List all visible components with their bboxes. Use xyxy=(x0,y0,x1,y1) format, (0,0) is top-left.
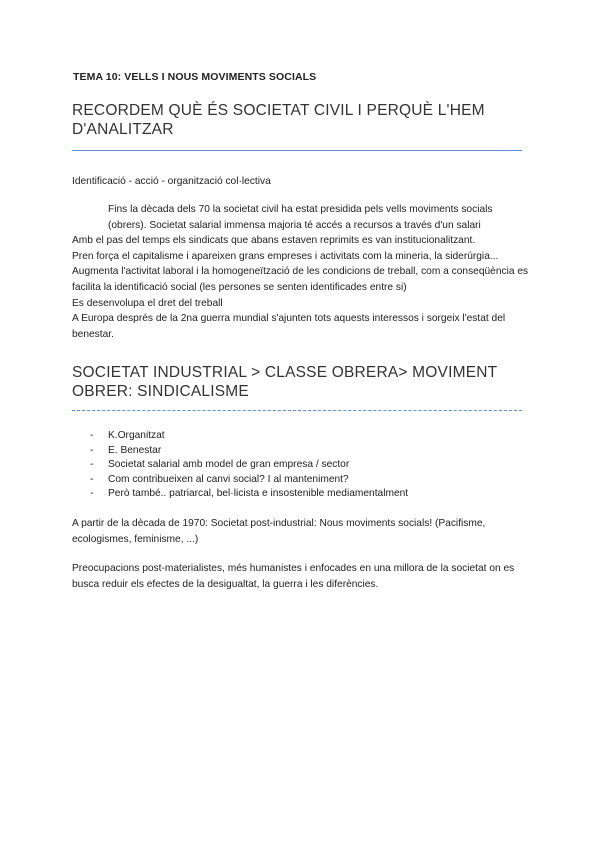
heading-industrial-society: SOCIETAT INDUSTRIAL > CLASSE OBRERA> MOVIMENT OBRER: SINDICALISME xyxy=(72,364,498,400)
topic-title: TEMA 10: VELLS I NOUS MOVIMENTS SOCIALS xyxy=(73,71,317,83)
paragraph-line: A Europa després de la 2na guerra mundial s'ajunten tots aquests interessos i sorgeix l'estat del benestar. xyxy=(72,313,506,340)
paragraph-line: Augmenta l'activitat laboral i la homogeneïtzació de les condicions de treball, com a conseqüència es facilita la identificació social (les persones se senten identificades entre si) xyxy=(72,266,529,293)
heading-civil-society: RECORDEM QUÈ ÉS SOCIETAT CIVIL I PERQUÈ L'HEM D'ANALITZAR xyxy=(72,102,485,138)
bullet-list xyxy=(90,429,520,502)
heading-underline xyxy=(72,150,522,151)
paragraph-line: Amb el pas del temps els sindicats que abans estaven reprimits es van institucionalitzant. xyxy=(72,235,476,247)
list-item: - Com contribueixen al canvi social? I al manteniment? xyxy=(90,473,520,488)
list-item: - K.Organitzat xyxy=(90,429,520,444)
list-item: - Societat salarial amb model de gran empresa / sector xyxy=(90,458,520,473)
paragraph-line: Pren força el capitalisme i apareixen grans empreses i activitats com la mineria, la siderúrgia... xyxy=(72,250,499,262)
list-item: - Però també.. patriarcal, bel·licista e insostenible mediamentalment xyxy=(90,487,520,502)
paragraph-old-movements xyxy=(72,202,532,342)
paragraph-post-industrial: A partir de la dècada de 1970: Societat post-industrial: Nous moviments socials! (Pacifisme, ecologismes, feminisme, ...) xyxy=(72,518,486,545)
paragraph-line: Fins la dècada dels 70 la societat civil ha estat presidida pels vells moviments socials (obrers). Societat salarial immensa majoria té accés a recursos a través d'un salari xyxy=(108,204,493,231)
paragraph-line: Es desenvolupa el dret del treball xyxy=(72,297,223,309)
heading-underline xyxy=(72,410,522,411)
paragraph-post-materialist: Preocupacions post-materialistes, més humanistes i enfocades en una millora de la societat on es busca reduir els efectes de la desigualtat, la guerra i les diferències. xyxy=(72,563,515,590)
identification-line: Identificació - acció - organització col·lectiva xyxy=(72,176,271,187)
list-item: - E. Benestar xyxy=(90,444,520,459)
